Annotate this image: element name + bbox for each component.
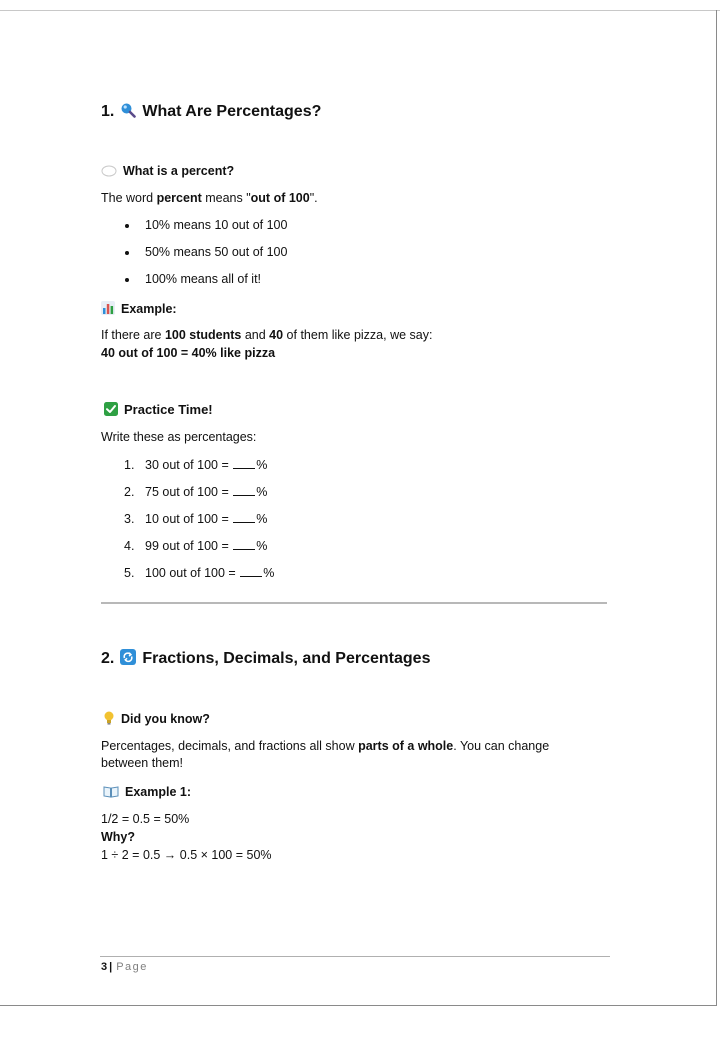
practice-item-number: 2.: [124, 485, 135, 499]
example-bold-forty: 40: [269, 328, 284, 342]
answer-blank[interactable]: [233, 459, 255, 469]
example1-heading-text: Example 1:: [125, 785, 192, 799]
open-book-icon: [103, 785, 119, 801]
footer-rule: [100, 956, 610, 957]
did-you-know-line-2: between them!: [101, 756, 183, 770]
footer-separator: |: [109, 961, 113, 973]
example1-heading: [103, 785, 191, 801]
what-is-intro: [101, 191, 318, 205]
bullet-dot: [125, 251, 129, 255]
page-bottom-edge: [0, 1005, 716, 1006]
example-line-2: 40 out of 100 = 40% like pizza: [101, 346, 276, 360]
did-you-know-heading: [103, 711, 210, 728]
list-item: 100% means all of it!: [145, 272, 262, 286]
section2-number: 2.: [101, 650, 115, 667]
thought-bubble-icon: [101, 165, 117, 180]
example-text: of them like pizza, we say:: [283, 328, 433, 342]
example1-line-3: 1 ÷ 2 = 0.5 → 0.5 × 100 = 50%: [101, 848, 272, 862]
intro-bold-out-of-100: out of 100: [250, 191, 310, 205]
practice-item: [145, 566, 274, 580]
did-you-know-text: . You can change: [453, 739, 550, 753]
did-you-know-line-1: [101, 739, 549, 753]
section2-heading: [101, 649, 430, 670]
practice-item: [145, 458, 267, 472]
did-you-know-bold: parts of a whole: [358, 739, 454, 753]
intro-bold-percent: percent: [156, 191, 202, 205]
section2-title: Fractions, Decimals, and Percentages: [142, 650, 431, 667]
example-heading-text: Example:: [121, 302, 177, 316]
practice-item-number: 3.: [124, 512, 135, 526]
practice-item-text: 30 out of 100 =: [145, 458, 229, 472]
bar-chart-icon: [101, 301, 115, 318]
practice-item: [145, 485, 267, 499]
answer-blank[interactable]: [233, 486, 255, 496]
answer-blank[interactable]: [233, 540, 255, 550]
magnifier-icon: [120, 102, 136, 123]
intro-text-mid: means ": [201, 191, 251, 205]
example1-line-2: Why?: [101, 830, 136, 844]
list-item: 50% means 50 out of 100: [145, 245, 288, 259]
section1-title: What Are Percentages?: [142, 103, 322, 120]
bullet-dot: [125, 224, 129, 228]
page-number: 3: [101, 961, 108, 973]
intro-text-end: ".: [309, 191, 318, 205]
practice-item-number: 5.: [124, 566, 135, 580]
page-right-edge: [716, 10, 717, 1006]
percent-sign: %: [256, 512, 268, 526]
example-heading: [101, 301, 177, 318]
what-is-heading-text: What is a percent?: [123, 164, 235, 178]
example-line-1: [101, 328, 432, 342]
practice-heading: [104, 402, 213, 419]
answer-blank[interactable]: [233, 513, 255, 523]
section1-number: 1.: [101, 103, 115, 120]
practice-item-text: 10 out of 100 =: [145, 512, 229, 526]
did-you-know-text: Percentages, decimals, and fractions all show: [101, 739, 359, 753]
practice-intro: Write these as percentages:: [101, 430, 257, 444]
intro-text: The word: [101, 191, 157, 205]
practice-item: [145, 512, 267, 526]
practice-item: [145, 539, 267, 553]
bullet-dot: [125, 278, 129, 282]
list-item: 10% means 10 out of 100: [145, 218, 288, 232]
page-footer: [101, 961, 148, 973]
light-bulb-icon: [103, 711, 115, 728]
window-top-bar: [0, 0, 720, 11]
section1-heading: [101, 102, 321, 123]
example-text: If there are: [101, 328, 165, 342]
check-box-icon: [104, 402, 118, 419]
practice-item-text: 100 out of 100 =: [145, 566, 236, 580]
example-bold-students: 100 students: [164, 328, 242, 342]
answer-blank[interactable]: [240, 567, 262, 577]
percent-sign: %: [256, 485, 268, 499]
practice-item-text: 75 out of 100 =: [145, 485, 229, 499]
practice-heading-text: Practice Time!: [124, 402, 213, 417]
practice-item-number: 4.: [124, 539, 135, 553]
percent-sign: %: [256, 539, 268, 553]
did-you-know-heading-text: Did you know?: [121, 712, 210, 726]
what-is-heading: [101, 164, 234, 180]
section-divider: [101, 602, 607, 604]
percent-sign: %: [256, 458, 268, 472]
practice-item-text: 99 out of 100 =: [145, 539, 229, 553]
example-text: and: [241, 328, 270, 342]
example1-line-1: 1/2 = 0.5 = 50%: [101, 812, 190, 826]
repeat-arrows-icon: [120, 649, 136, 670]
percent-sign: %: [263, 566, 275, 580]
page-label: Page: [116, 961, 148, 973]
practice-item-number: 1.: [124, 458, 135, 472]
